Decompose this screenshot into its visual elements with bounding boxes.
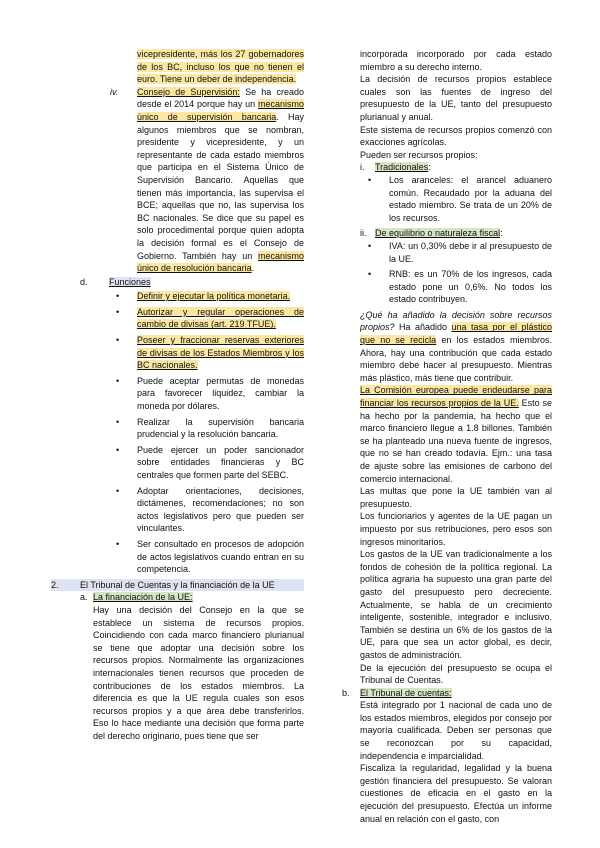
paragraph: Los funcionarios y agentes de la UE pagan un impuesto por sus retribuciones, pero esos son ingresos minoritarios.: [360, 511, 552, 547]
tradicionales-heading: Tradicionales: [375, 162, 429, 173]
paragraph: De la ejecución del presupuesto se ocupa el Tribunal de Cuentas.: [360, 662, 552, 686]
tribunal-heading-line: [360, 687, 552, 700]
highlighted-text: vicepresidente, más los 27 gobernadores de los BC, incluso los que no tienen el euro. Tiene un deber de independencia.: [137, 49, 304, 85]
bullet-icon: •: [368, 174, 372, 185]
paragraph-text: Ha añadido: [394, 322, 452, 333]
bullet-icon: •: [116, 375, 120, 386]
letter-marker: d.: [80, 276, 88, 287]
section-b: [342, 687, 552, 826]
section-a: [80, 591, 304, 742]
tradicionales-list: [360, 174, 552, 224]
colon: :: [428, 162, 431, 173]
bullet-icon: •: [368, 269, 372, 280]
bullet-icon: •: [116, 538, 120, 549]
paragraph: Las multas que pone la UE también van al presupuesto.: [360, 486, 552, 509]
list-item: [108, 334, 304, 372]
paragraph: La decisión de recursos propios establece cuales son las fuentes de ingreso del presupuesto de la UE, tanto del presupuesto plurianual y anual.: [360, 74, 552, 122]
funciones-heading: Funciones: [109, 276, 151, 287]
item-text: Realizar la supervisión bancaria prudencial y la resolución bancaria.: [137, 416, 304, 440]
list-item: [108, 444, 304, 482]
list-item: [108, 538, 304, 576]
question-text: ¿Qué ha añadido la decisión sobre recursos propios?: [360, 309, 552, 333]
paragraph: Este sistema de recursos propios comenzó con exacciones agrícolas.: [360, 124, 552, 148]
comision-paragraph: [360, 384, 552, 485]
letter-marker: b.: [342, 687, 350, 698]
section-2: [51, 579, 304, 592]
financiacion-heading: La financiación de la UE:: [93, 592, 193, 603]
item-text: IVA: un 0,30% debe ir al presupuesto de la UE.: [389, 240, 552, 264]
consejo-supervision-heading: Consejo de Supervisión:: [137, 86, 240, 97]
section-d: [80, 276, 304, 576]
roman-marker: ii.: [360, 228, 367, 239]
bullet-icon: •: [368, 240, 372, 251]
tradicionales-heading-line: [360, 161, 552, 174]
paragraph-text: Se ha creado desde el 2014 porque hay un: [137, 86, 304, 110]
funciones-heading-line: [80, 276, 304, 289]
highlighted-text: una tasa por el plástico que no se recicla: [360, 322, 552, 346]
paragraph: Pueden ser recursos propios:: [360, 149, 478, 160]
tribunal-paragraph: Fiscaliza la regularidad, legalidad y la buena gestión financiera del presupuesto. Se valoran cuestiones de eficacia en el gasto en la ejecución del presupuesto. Efectúa un informe anual en relación con el gasto, con: [360, 763, 552, 824]
section-2-bar: [51, 579, 304, 592]
paragraph-text: en los estados miembros. Ahora, hay una contribución que cada estado miembro debe hacer al presupuesto. Mientras más plástico, más tiene que contribuir.: [360, 335, 553, 383]
consejo-general-continuation: [80, 48, 304, 86]
paragraph-text: .: [251, 263, 255, 274]
list-item: [108, 485, 304, 535]
roman-marker: i.: [360, 162, 365, 173]
list-item: [108, 416, 304, 441]
section-2-title-line: [51, 579, 304, 592]
left-column: [51, 48, 304, 742]
list-item: [108, 375, 304, 413]
colon: :: [500, 228, 503, 239]
paragraph-text: Esto se ha hecho por la pandemia, ha hecho que el marco financiero llegue a 1.8 billones. También se ha planteado una nueva fuente de ingresos, que no se han creado todavía. Ejm.: una tasa de ajuste sobre las emisiones de carbono del comercio internacional.: [360, 398, 553, 484]
highlighted-text: mecanismo único de resolución bancaria: [137, 250, 304, 274]
bullet-icon: •: [116, 335, 120, 346]
item-text: RNB: es un 70% de los ingresos, cada estado pone un 0,6%. No todos los estado contribuyen.: [389, 269, 552, 305]
equilibrio-list: [360, 240, 552, 306]
list-item: [360, 174, 552, 224]
section-iv: [80, 86, 304, 275]
funciones-list: [108, 290, 304, 575]
bullet-icon: •: [116, 416, 120, 427]
item-text: Los aranceles: el arancel aduanero común. Recaudado por la aduana del estado miembro. Se trata de un 20% de los recursos.: [389, 174, 552, 223]
roman-marker: iv.: [110, 86, 119, 97]
section-i: [360, 161, 552, 224]
tribunal-paragraph: Está integrado por 1 nacional de cada uno de los estados miembros, elegidos por consejo por mayoría cualificada. Deben ser personas que se reconozcan por su capacidad, independencia e imparcialidad.: [360, 700, 552, 761]
highlighted-text: mecanismo único de supervisión bancaria: [137, 99, 304, 122]
financiacion-paragraph: Hay una decisión del Consejo en la que se establece un sistema de recursos propios. Coincidiendo con cada marco financiero plurianual se tiene que adoptar una decisión sobre los recursos propios. Normalmente las organizaciones internacionales tienen recursos que proceden de contribuciones de los estados miembros. La diferencia es que la UE regula cuales son esos recursos propios y a que área debe transferirlos. Eso lo hace mediante una decisión que forma parte del derecho originario, pues tiene que ser: [93, 604, 304, 741]
item-text: Poseer y fraccionar reservas exteriores de divisas de los Estados Miembros y los BC nacionales.: [137, 335, 304, 371]
item-text: Ser consultado en procesos de adopción de actos legislativos cuando entran en su competencia.: [137, 538, 304, 575]
tribunal-heading: El Tribunal de cuentas:: [360, 687, 452, 698]
list-item: [108, 306, 304, 331]
bullet-icon: •: [116, 485, 120, 496]
bullet-icon: •: [116, 306, 120, 317]
highlighted-text: La Comisión europea puede endeudarse para financiar los recursos propios de la UE.: [360, 385, 552, 409]
item-text: Autorizar y regular operaciones de cambio de divisas (art. 219 TFUE).: [137, 306, 304, 330]
list-item: [360, 240, 552, 265]
equilibrio-heading: De equilibrio o naturaleza fiscal: [375, 228, 501, 239]
list-item: [108, 290, 304, 303]
financiacion-heading-line: [80, 591, 304, 604]
paragraph: incorporada incorporado por cada estado miembro a su derecho interno.: [360, 49, 552, 72]
right-column: [342, 48, 553, 825]
equilibrio-heading-line: [360, 227, 552, 240]
list-item: [360, 268, 552, 306]
paragraph: Los gastos de la UE van tradicionalmente a los fondos de cohesión de la política regional. La política agraria ha supuesto una gran parte del gasto del presupuesto pero decreciente. Actualmente, se habla de un crecimiento inteligente, sostenible, integrador e inclusivo. También se destina un 6% de los gastos de la UE, para que sea un actor global, es decir, gastos de administración.: [360, 549, 552, 660]
item-text: Puede ejercer un poder sancionador sobre entidades financieras y BC centrales que formen parte del SEBC.: [137, 444, 304, 480]
bullet-icon: •: [116, 444, 120, 455]
consejo-supervision-paragraph: [137, 86, 304, 275]
item-text: Puede aceptar permutas de monedas para favorecer liquidez, cambiar la moneda por dólares.: [137, 375, 304, 412]
section-2-title: El Tribunal de Cuentas y la financiación de la UE: [80, 579, 275, 590]
item-text: Definir y ejecutar la política monetaria.: [137, 291, 291, 302]
letter-marker: a.: [80, 592, 88, 603]
paragraph-text: . Hay algunos miembros que se nombran, presidente y vicepresidente, y un representante de cada estado miembros que participa en el Sistema Único de Supervisión Bancario. Aquellas que tienen más importancia, las supervisa el BCE; aquellas que no, las supervisa los BC nacionales. Se dice que su papel es solo procedimental porque quien adopta la decisión formal es el Consejo de Gobierno. También hay un: [137, 111, 304, 261]
section-ii: [360, 227, 552, 306]
plastic-paragraph: [360, 309, 552, 385]
bullet-icon: •: [116, 291, 120, 302]
section-number: 2.: [51, 579, 59, 590]
item-text: Adoptar orientaciones, decisiones, dictámenes, recomendaciones; no son actos legislativos pero que pueden ser vinculantes.: [137, 485, 304, 534]
